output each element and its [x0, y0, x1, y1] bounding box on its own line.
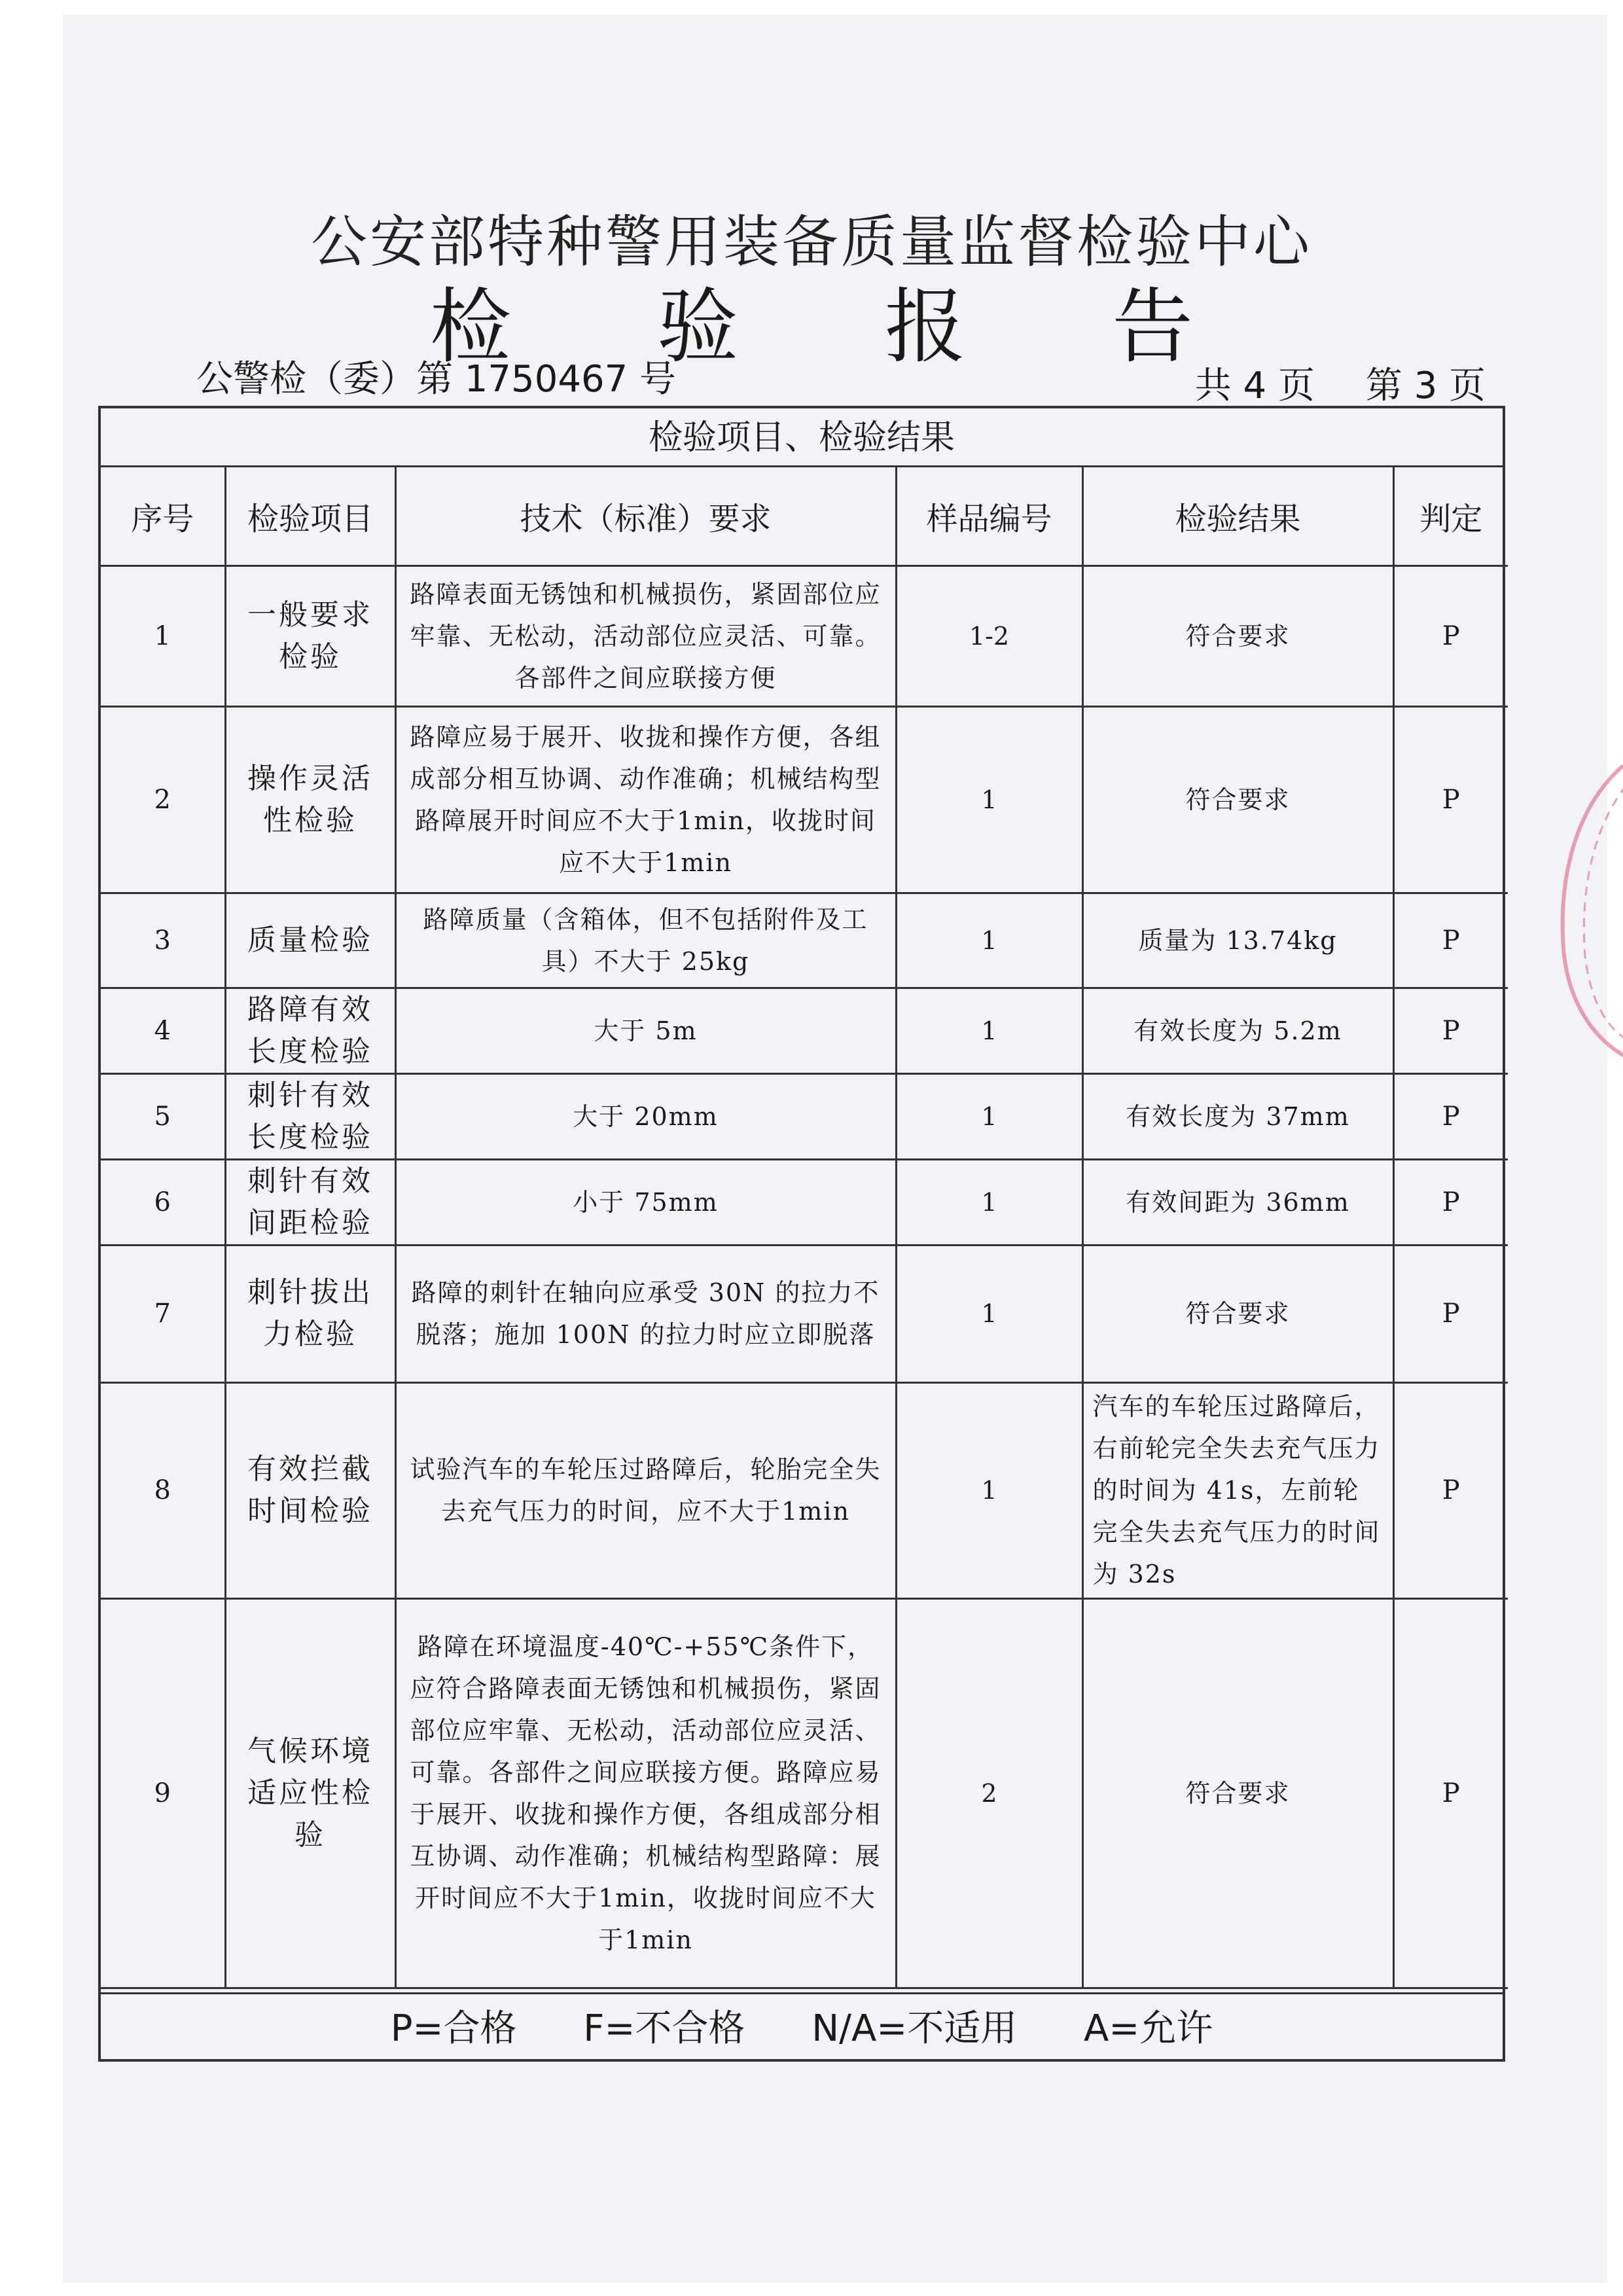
row-sample: 1	[896, 893, 1082, 988]
table-row	[101, 1245, 1508, 1382]
row-result: 符合要求	[1082, 706, 1393, 893]
row-item: 操作灵活性检验	[225, 706, 395, 893]
row-no: 2	[101, 706, 225, 893]
row-item: 质量检验	[225, 893, 395, 988]
judgement-legend	[101, 1992, 1503, 2062]
row-requirement: 试验汽车的车轮压过路障后，轮胎完全失去充气压力的时间，应不大于1min	[395, 1382, 896, 1598]
row-sample: 1	[896, 1073, 1082, 1159]
row-result: 有效长度为 5.2m	[1082, 988, 1393, 1073]
legend-fail: F=不合格	[583, 2007, 745, 2050]
row-result: 符合要求	[1082, 1598, 1393, 1988]
table-row	[101, 1159, 1508, 1245]
row-no: 3	[101, 893, 225, 988]
column-header-no: 序号	[101, 467, 225, 565]
table-row	[101, 988, 1508, 1073]
row-requirement: 大于 20mm	[395, 1073, 896, 1159]
legend-na: N/A=不适用	[812, 2007, 1018, 2050]
row-judgement: P	[1393, 1598, 1508, 1988]
row-requirement: 路障的刺针在轴向应承受 30N 的拉力不脱落；施加 100N 的拉力时应立即脱落	[395, 1245, 896, 1382]
row-requirement: 大于 5m	[395, 988, 896, 1073]
row-item: 刺针有效间距检验	[225, 1159, 395, 1245]
row-sample: 1	[896, 1159, 1082, 1245]
row-item: 路障有效长度检验	[225, 988, 395, 1073]
table-header-row	[101, 467, 1508, 565]
row-result: 有效长度为 37mm	[1082, 1073, 1393, 1159]
table-caption: 检验项目、检验结果	[101, 408, 1503, 467]
results-table-frame	[98, 406, 1505, 2062]
column-header-item: 检验项目	[225, 467, 395, 565]
table-row	[101, 1382, 1508, 1598]
row-sample: 1	[896, 1245, 1082, 1382]
report-number: 公警检（委）第 1750467 号	[196, 358, 677, 401]
row-judgement: P	[1393, 988, 1508, 1073]
row-judgement: P	[1393, 1159, 1508, 1245]
row-judgement: P	[1393, 1073, 1508, 1159]
legend-allow: A=允许	[1084, 2007, 1213, 2050]
row-no: 1	[101, 565, 225, 706]
row-judgement: P	[1393, 1382, 1508, 1598]
table-row	[101, 1073, 1508, 1159]
column-header-result: 检验结果	[1082, 467, 1393, 565]
row-result: 质量为 13.74kg	[1082, 893, 1393, 988]
row-sample: 1-2	[896, 565, 1082, 706]
row-requirement: 路障应易于展开、收拢和操作方便，各组成部分相互协调、动作准确；机械结构型路障展开时间应不大于1min，收拢时间应不大于1min	[395, 706, 896, 893]
table-row	[101, 893, 1508, 988]
seal-stamp-icon	[1544, 759, 1623, 1060]
row-result: 汽车的车轮压过路障后，右前轮完全失去充气压力的时间为 41s，左前轮完全失去充气压力的时间为 32s	[1082, 1382, 1393, 1598]
row-judgement: P	[1393, 706, 1508, 893]
row-sample: 1	[896, 1382, 1082, 1598]
legend-pass: P=合格	[390, 2007, 517, 2050]
row-item: 刺针有效长度检验	[225, 1073, 395, 1159]
row-requirement: 路障表面无锈蚀和机械损伤，紧固部位应牢靠、无松动，活动部位应灵活、可靠。各部件之间应联接方便	[395, 565, 896, 706]
row-item: 一般要求检验	[225, 565, 395, 706]
page-info	[1195, 357, 1486, 409]
row-result: 符合要求	[1082, 565, 1393, 706]
row-sample: 2	[896, 1598, 1082, 1988]
row-no: 4	[101, 988, 225, 1073]
row-judgement: P	[1393, 893, 1508, 988]
column-header-judgement: 判定	[1393, 467, 1508, 565]
row-no: 8	[101, 1382, 225, 1598]
total-pages: 共 4 页	[1194, 365, 1315, 407]
row-item: 有效拦截时间检验	[225, 1382, 395, 1598]
row-no: 9	[101, 1598, 225, 1988]
row-sample: 1	[896, 706, 1082, 893]
row-requirement: 路障在环境温度-40℃-+55℃条件下，应符合路障表面无锈蚀和机械损伤，紧固部位应牢靠、无松动，活动部位应灵活、可靠。各部件之间应联接方便。路障应易于展开、收拢和操作方便，各组成部分相互协调、动作准确；机械结构型路障：展开时间应不大于1min，收拢时间应不大于1min	[395, 1598, 896, 1988]
row-no: 7	[101, 1245, 225, 1382]
results-table	[101, 467, 1508, 1989]
table-row	[101, 1598, 1508, 1988]
row-requirement: 路障质量（含箱体，但不包括附件及工具）不大于 25kg	[395, 893, 896, 988]
column-header-requirement: 技术（标准）要求	[395, 467, 896, 565]
column-header-sample: 样品编号	[896, 467, 1082, 565]
row-result: 有效间距为 36mm	[1082, 1159, 1393, 1245]
row-no: 6	[101, 1159, 225, 1245]
row-result: 符合要求	[1082, 1245, 1393, 1382]
table-row	[101, 706, 1508, 893]
row-requirement: 小于 75mm	[395, 1159, 896, 1245]
table-row	[101, 565, 1508, 706]
row-item: 刺针拔出力检验	[225, 1245, 395, 1382]
organization-name: 公安部特种警用装备质量监督检验中心	[311, 209, 1312, 275]
report-title: 检 验 报 告	[429, 280, 1254, 374]
row-no: 5	[101, 1073, 225, 1159]
row-judgement: P	[1393, 565, 1508, 706]
current-page: 第 3 页	[1365, 365, 1486, 407]
row-judgement: P	[1393, 1245, 1508, 1382]
row-item: 气候环境适应性检验	[225, 1598, 395, 1988]
row-sample: 1	[896, 988, 1082, 1073]
